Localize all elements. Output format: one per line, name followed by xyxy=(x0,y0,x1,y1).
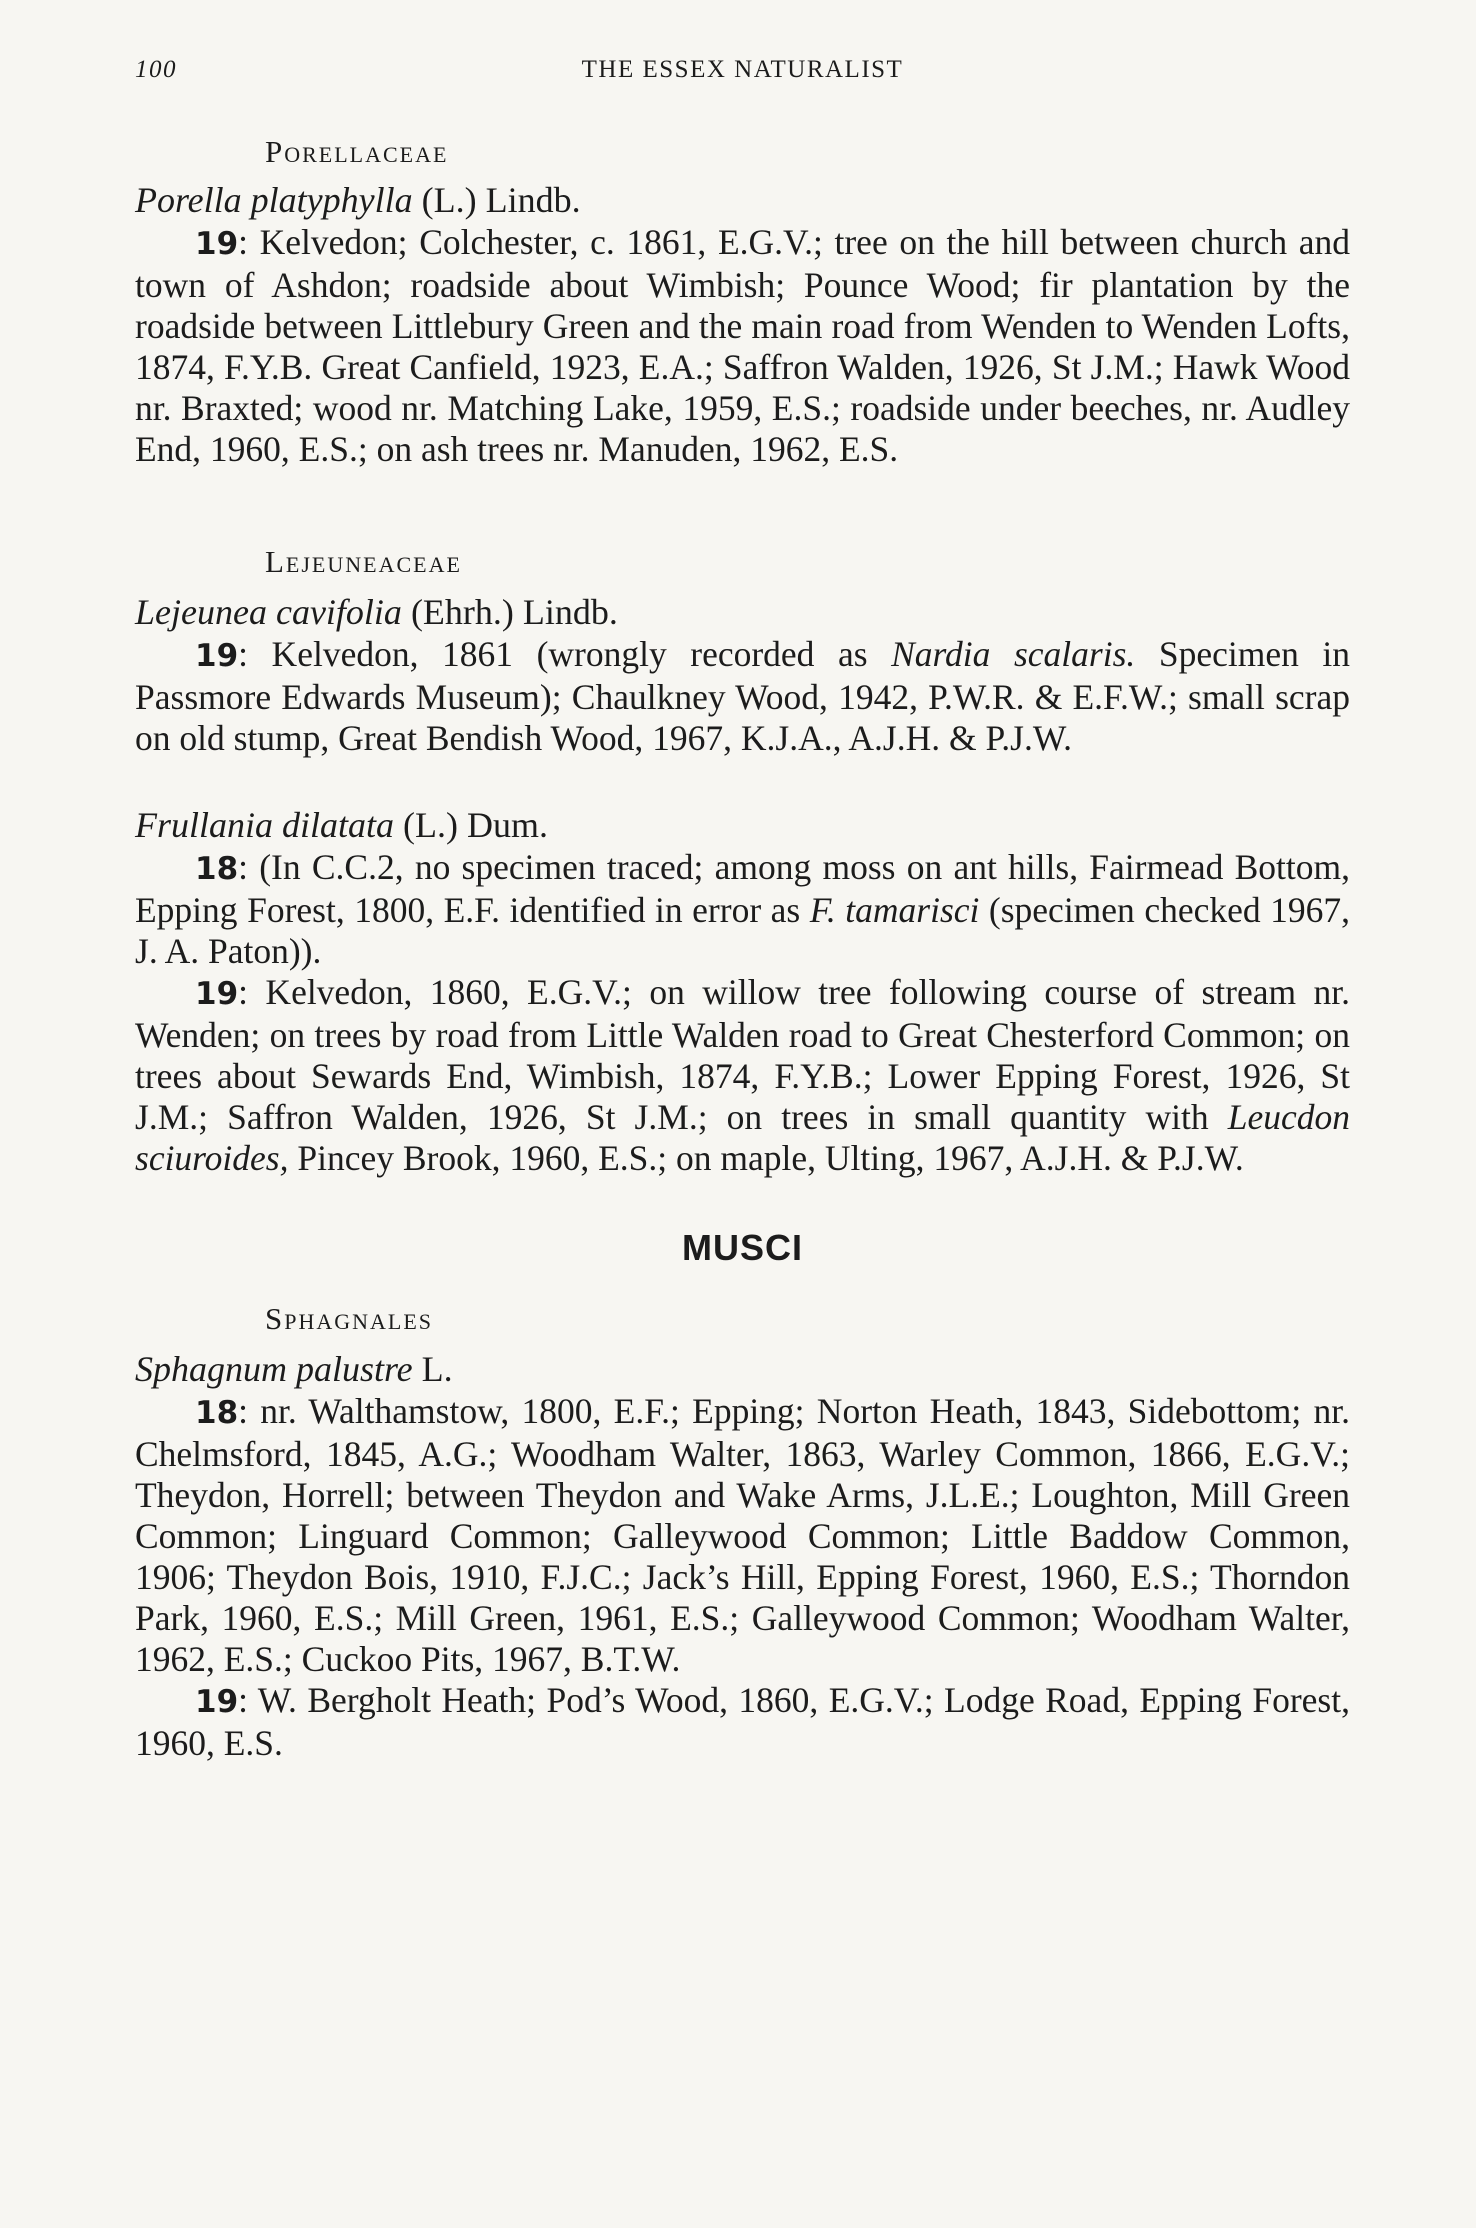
species-authority: (L.) Dum. xyxy=(403,805,548,845)
record-text: (specimen checked 1967, J. A. Paton)). xyxy=(135,890,1350,971)
record-text: : Kelvedon; Colchester, c. 1861, E.G.V.; tree on the hill between church and town of Ashdon; roadside about Wimbish; Pounce Wood; fir plantation by the roadside between Littlebury Green and the main road from Wenden to Wenden Lofts, 1874, F.Y.B. Great Canfield, 1923, E.A.; Saffron Walden, 1926, St J.M.; Hawk Wood nr. Braxted; wood nr. Matching Lake, 1959, E.S.; roadside under beeches, nr. Audley End, 1960, E.S.; on ash trees nr. Manuden, 1962, E.S. xyxy=(135,222,1350,469)
running-header xyxy=(135,52,1350,102)
record-text: : (In C.C.2, no specimen traced; among moss on ant hills, Fairmead Bottom, Epping Forest, 1800, E.F. identified in error as xyxy=(135,847,1350,930)
record-text: : W. Bergholt Heath; Pod’s Wood, 1860, E.G.V.; Lodge Road, Epping Forest, 1960, E.S. xyxy=(135,1680,1350,1763)
species-lejeunea-cavifolia xyxy=(135,590,1350,634)
family-heading-lejeuneaceae: Lejeuneaceae xyxy=(265,544,462,579)
vice-county-number: 18 xyxy=(195,1395,239,1431)
record-vc19-lejeunea xyxy=(135,634,1350,759)
taxon-name: Leucdon sciuroides, xyxy=(135,1097,1350,1178)
species-name: Frullania dilatata xyxy=(135,805,395,845)
record-vc19-porella xyxy=(135,222,1350,470)
journal-title: THE ESSEX NATURALIST xyxy=(581,56,904,83)
species-authority: (L.) Lindb. xyxy=(421,180,581,220)
record-vc18-frullania xyxy=(135,847,1350,972)
record-vc18-sphagnum xyxy=(135,1391,1350,1680)
species-name: Porella platyphylla xyxy=(135,180,413,220)
species-porella-platyphylla xyxy=(135,178,1350,222)
record-vc19-frullania xyxy=(135,972,1350,1179)
record-text: : Kelvedon, 1860, E.G.V.; on willow tree following course of stream nr. Wenden; on trees by road from Little Walden road to Great Chesterford Common; on trees about Sewards End, Wimbish, 1874, F.Y.B.; Lower Epping Forest, 1926, St J.M.; Saffron Walden, 1926, St J.M.; on trees in small quantity with xyxy=(135,972,1350,1137)
taxon-name: F. tamarisci xyxy=(809,890,980,930)
species-name: Sphagnum palustre xyxy=(135,1349,413,1389)
species-name: Lejeunea cavifolia xyxy=(135,592,402,632)
family-heading-porellaceae: Porellaceae xyxy=(265,134,449,169)
record-text: : Kelvedon, 1861 (wrongly recorded as xyxy=(238,634,892,674)
record-text: Pincey Brook, 1960, E.S.; on maple, Ulting, 1967, A.J.H. & P.J.W. xyxy=(288,1138,1244,1178)
species-frullania-dilatata xyxy=(135,803,1350,847)
vice-county-number: 19 xyxy=(195,1684,239,1720)
family-heading-sphagnales: Sphagnales xyxy=(265,1301,434,1336)
page-number: 100 xyxy=(135,56,177,83)
record-text: Specimen in Passmore Edwards Museum); Chaulkney Wood, 1942, P.W.R. & E.F.W.; small scrap on old stump, Great Bendish Wood, 1967, K.J.A., A.J.H. & P.J.W. xyxy=(135,634,1350,758)
vice-county-number: 18 xyxy=(195,851,239,887)
record-vc19-sphagnum xyxy=(135,1680,1350,1764)
vice-county-number: 19 xyxy=(195,976,239,1012)
species-sphagnum-palustre xyxy=(135,1347,1350,1391)
species-authority: (Ehrh.) Lindb. xyxy=(410,592,618,632)
species-authority: L. xyxy=(421,1349,453,1389)
vice-county-number: 19 xyxy=(195,226,239,262)
record-text: : nr. Walthamstow, 1800, E.F.; Epping; Norton Heath, 1843, Sidebottom; nr. Chelmsford, 1845, A.G.; Woodham Walter, 1863, Warley Common, 1866, E.G.V.; Theydon, Horrell; between Theydon and Wake Arms, J.L.E.; Loughton, Mill Green Common; Linguard Common; Galleywood Common; Little Baddow Common, 1906; Theydon Bois, 1910, F.J.C.; Jack’s Hill, Epping Forest, 1960, E.S.; Thorndon Park, 1960, E.S.; Mill Green, 1961, E.S.; Galleywood Common; Woodham Walter, 1962, E.S.; Cuckoo Pits, 1967, B.T.W. xyxy=(135,1391,1350,1679)
section-heading-musci: MUSCI xyxy=(682,1227,803,1268)
vice-county-number: 19 xyxy=(195,638,239,674)
page xyxy=(135,52,1350,1764)
taxon-name: Nardia scalaris. xyxy=(891,634,1136,674)
